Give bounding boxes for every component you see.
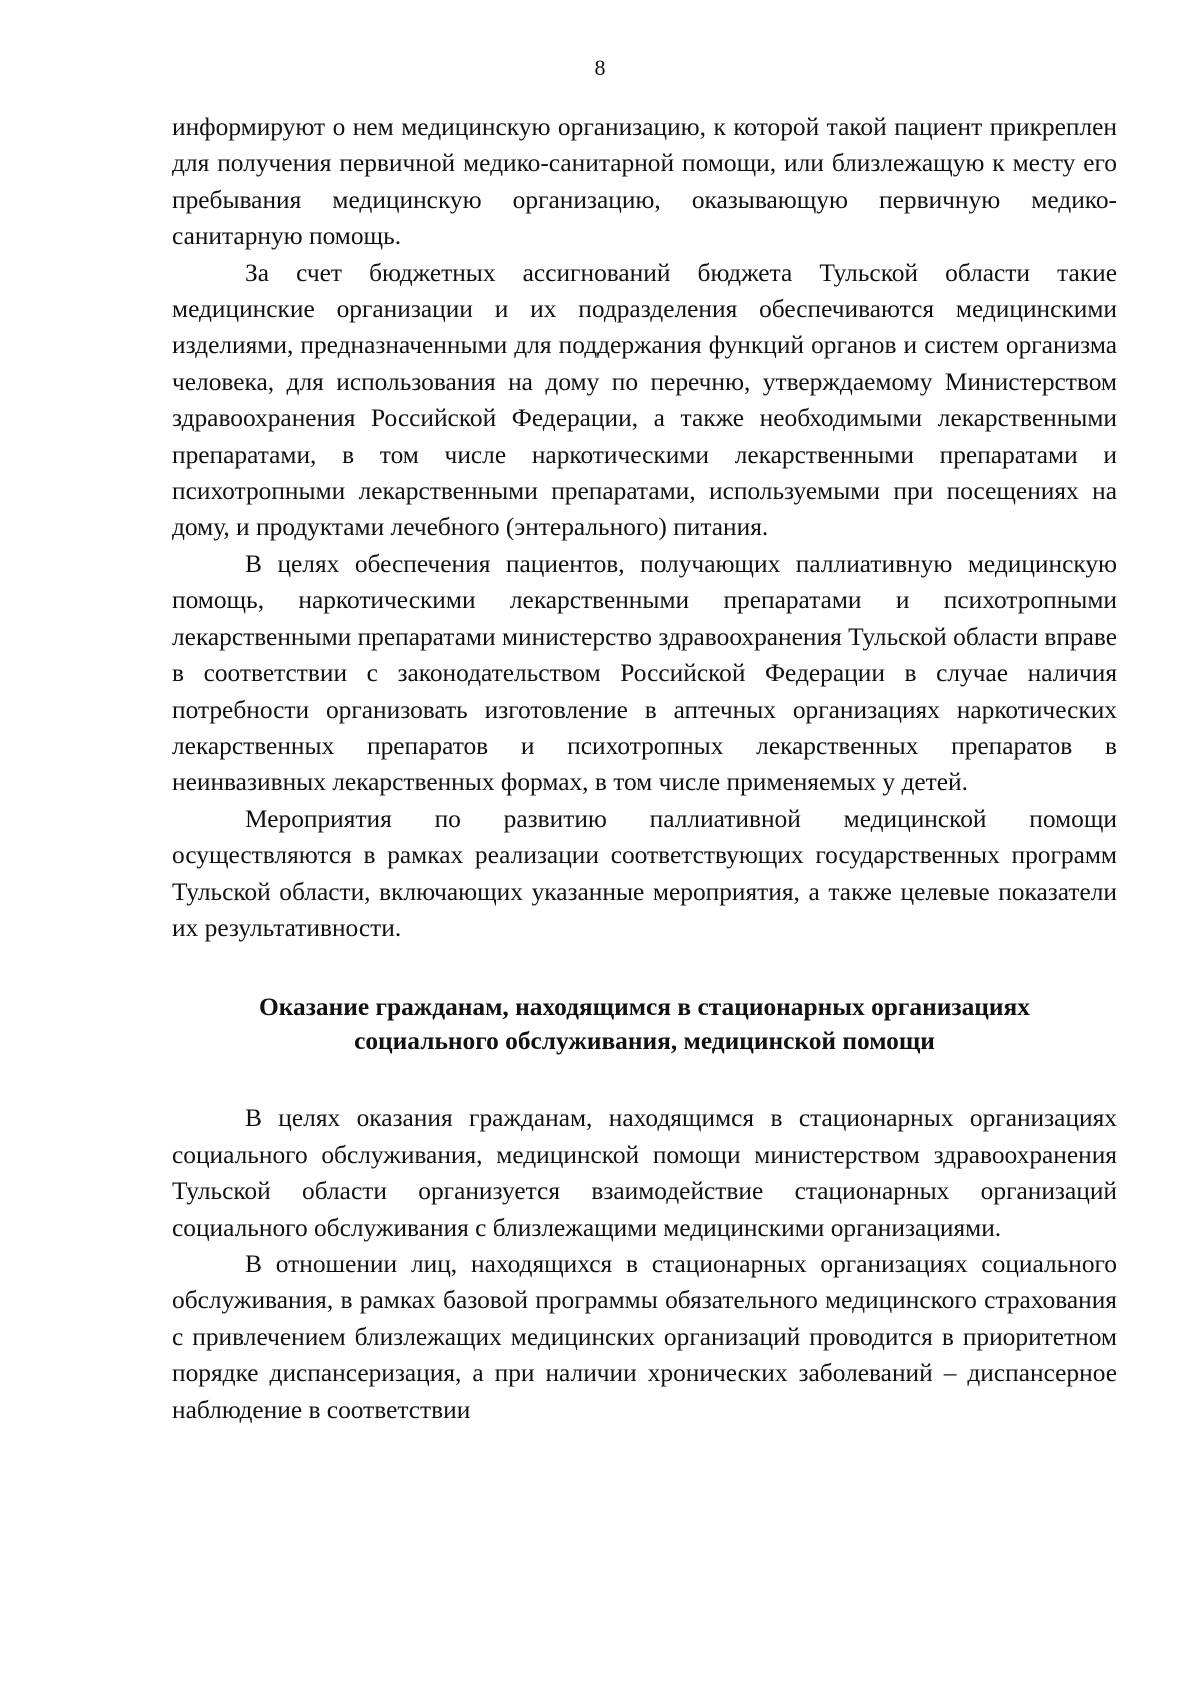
- paragraph-social-care-interaction: В целях оказания гражданам, находящимся в стационарных организациях социального обслуживания, медицинской помощи министерством здравоохранения Тульской области организуется взаимодействие стационарных организаций социального обслуживания с близлежащими медицинскими организациями.: [172, 1104, 1117, 1242]
- document-body: [172, 109, 1117, 1428]
- paragraph-dispensary-observation: В отношении лиц, находящихся в стационарных организациях социального обслуживания, в рамках базовой программы обязательного медицинского страхования с привлечением близлежащих медицинских организаций проводится в приоритетном порядке диспансеризация, а при наличии хронических заболеваний – диспансерное наблюдение в соответствии: [172, 1249, 1117, 1424]
- section-heading-line-2: социального обслуживания, медицинской помощи: [354, 1027, 935, 1056]
- section-heading: [172, 990, 1117, 1058]
- paragraph-budget-funding: За счет бюджетных ассигнований бюджета Тульской области такие медицинские организации и их подразделения обеспечиваются медицинскими изделиями, предназначенными для поддержания функций органов и систем организма человека, для использования на дому по перечню, утверждаемому Министерством здравоохранения Российской Федерации, а также необходимыми лекарственными препаратами, в том числе наркотическими лекарственными препаратами и психотропными лекарственными препаратами, используемыми при посещениях на дому, и продуктами лечебного (энтерального) питания.: [172, 258, 1117, 542]
- paragraph-palliative-programs: Мероприятия по развитию паллиативной медицинской помощи осуществляются в рамках реализации соответствующих государственных программ Тульской области, включающих указанные мероприятия, а также целевые показатели их результативности.: [172, 804, 1117, 942]
- page-number: 8: [594, 55, 606, 80]
- paragraph-palliative-drugs: В целях обеспечения пациентов, получающих паллиативную медицинскую помощь, наркотическими лекарственными препаратами и психотропными лекарственными препаратами министерство здравоохранения Тульской области вправе в соответствии с законодательством Российской Федерации в случае наличия потребности организовать изготовление в аптечных организациях наркотических лекарственных препаратов и психотропных лекарственных препаратов в неинвазивных лекарственных формах, в том числе применяемых у детей.: [172, 549, 1117, 797]
- paragraph-continued: информируют о нем медицинскую организацию, к которой такой пациент прикреплен для получения первичной медико-санитарной помощи, или близлежащую к месту его пребывания медицинскую организацию, оказывающую первичную медико-санитарную помощь.: [172, 113, 1117, 251]
- section-heading-line-1: Оказание гражданам, находящимся в стационарных организациях: [259, 993, 1030, 1022]
